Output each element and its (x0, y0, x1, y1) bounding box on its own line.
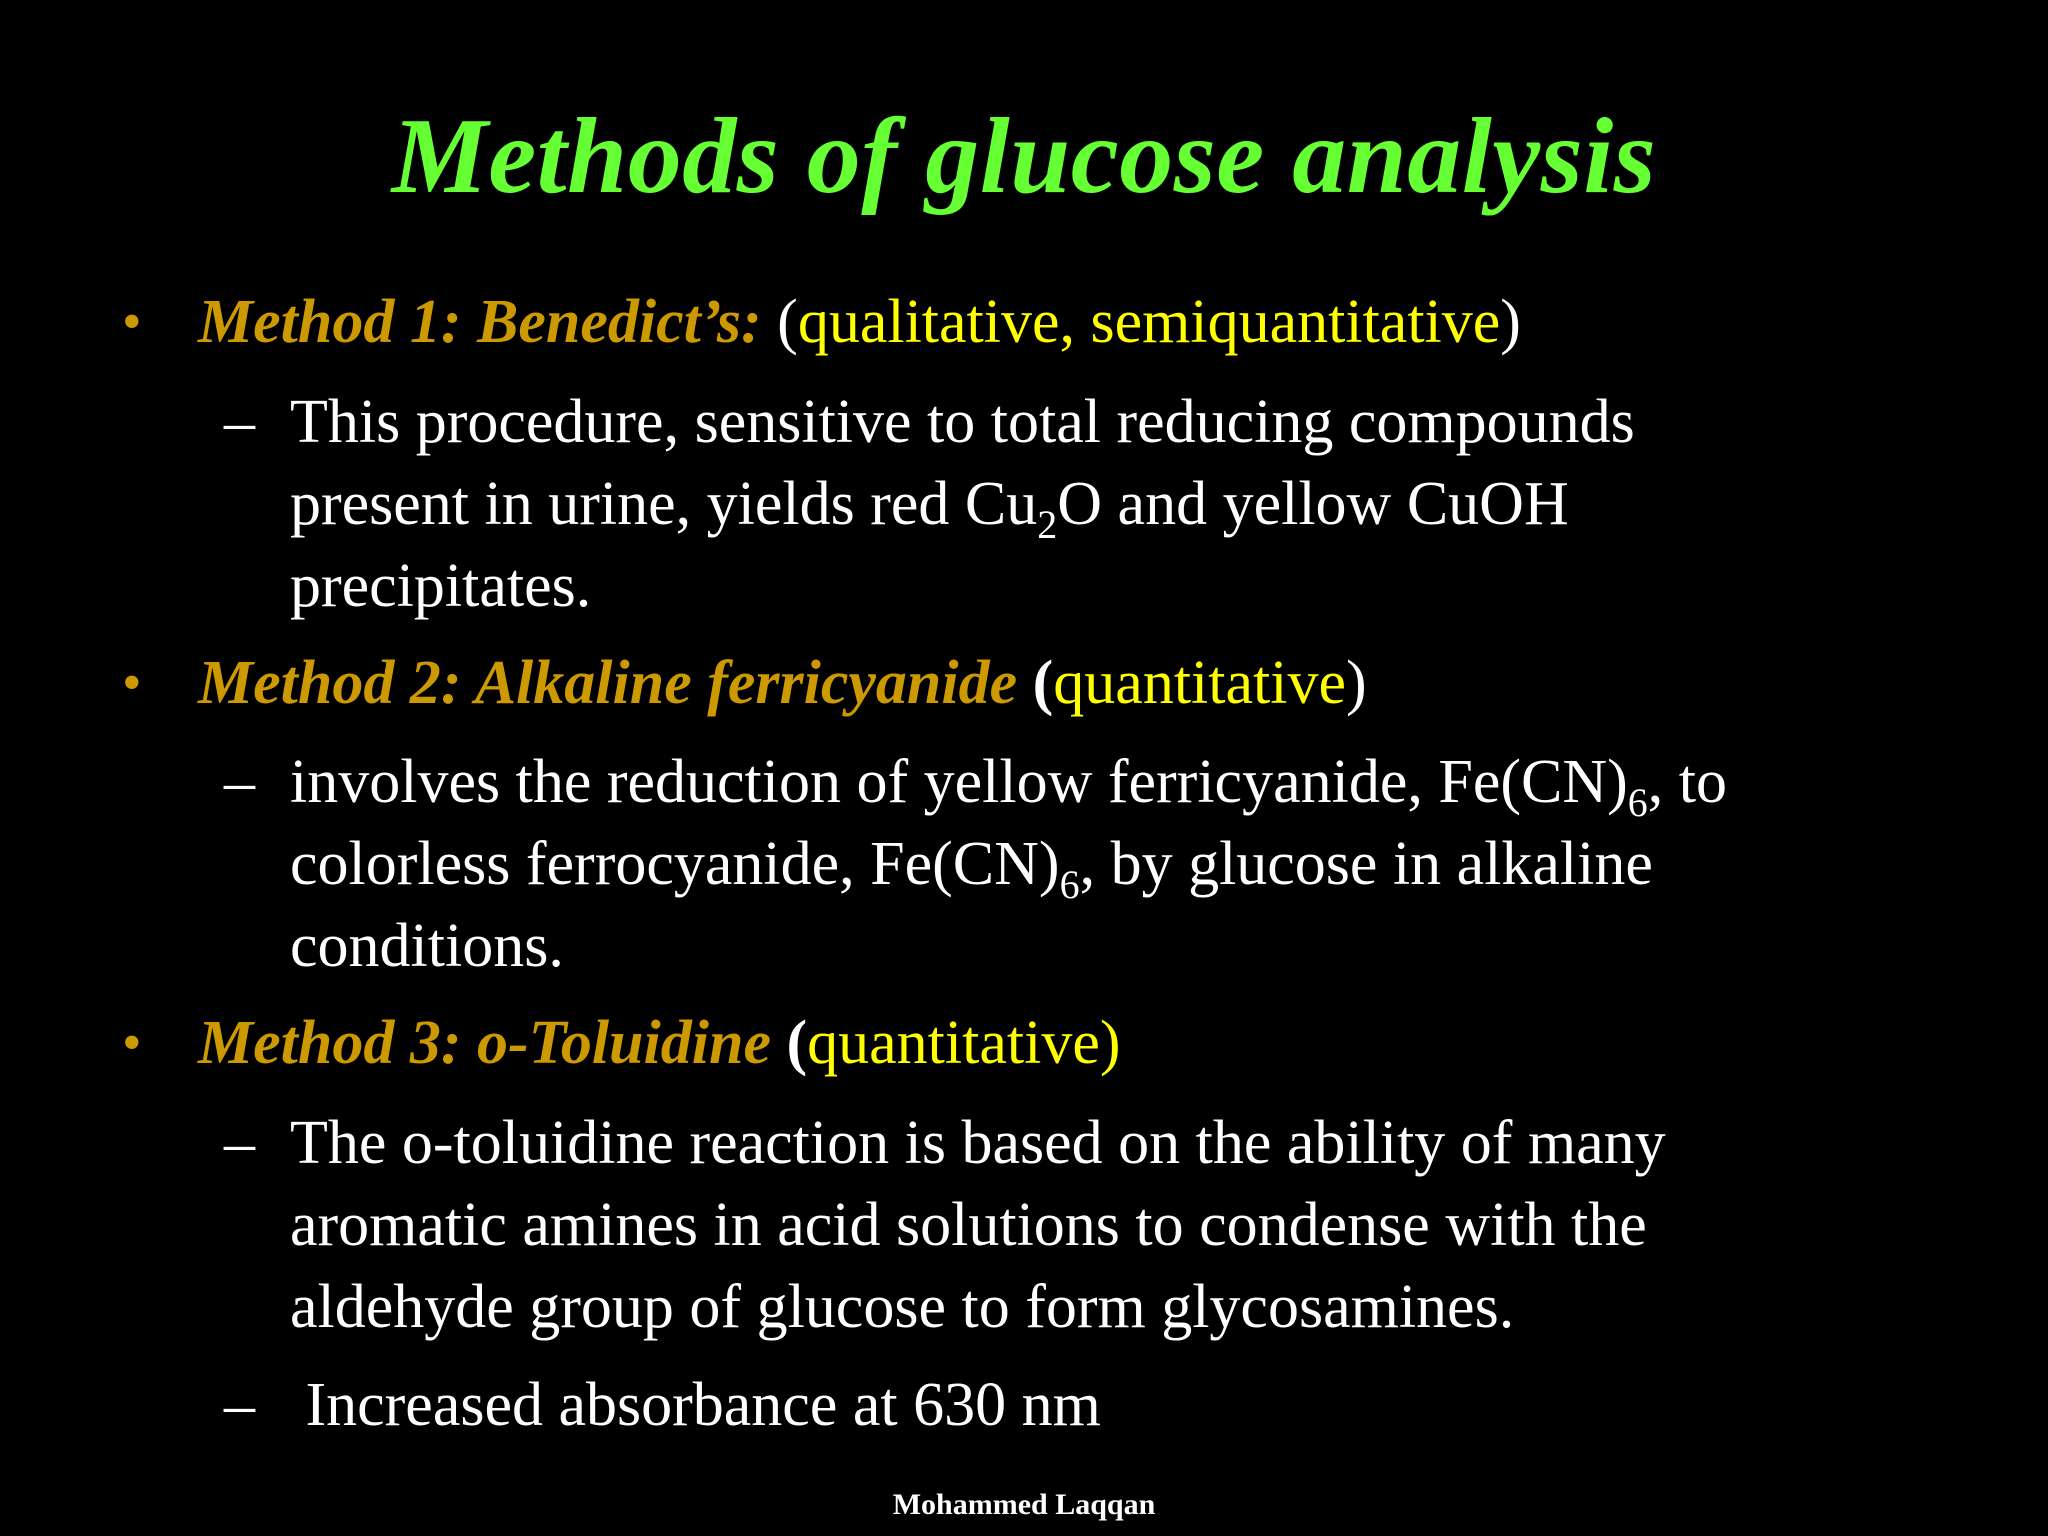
bullet-icon: • (122, 1012, 142, 1074)
dash-icon: – (224, 1371, 255, 1439)
paren-close: ) (1500, 288, 1521, 356)
dash-icon: – (224, 388, 255, 456)
method-2-name: Method 2: Alkaline ferricyanide (198, 649, 1018, 717)
slide-title: Methods of glucose analysis (391, 97, 1657, 216)
bullet-text (198, 1003, 1121, 1083)
method-1-qualifier: qualitative, semiquantitative (797, 288, 1501, 356)
dash-icon: – (224, 748, 255, 816)
method-3-name: Method 3: o-Toluidine (198, 1009, 771, 1077)
detail-line: precipitates. (290, 552, 592, 620)
bullet-text (198, 643, 1367, 723)
detail-line: conditions. (290, 912, 564, 980)
detail-text: involves the reduction of yellow ferricyanide, Fe(CN) (290, 748, 1628, 816)
detail-text: , by glucose in alkaline (1079, 830, 1653, 898)
detail-line (290, 741, 1727, 823)
footer-author: Mohammed Laqqan (892, 1488, 1156, 1521)
method-1-detail-text (290, 381, 1635, 627)
detail-text: colorless ferrocyanide, Fe(CN) (290, 830, 1060, 898)
method-2-detail-text (290, 741, 1727, 987)
subscript: 6 (1059, 862, 1080, 907)
detail-text: O and yellow CuOH (1057, 470, 1569, 538)
detail-line: The o-toluidine reaction is based on the ability of many (290, 1109, 1666, 1177)
bullet-text (198, 282, 1521, 362)
method-3-detail-text (290, 1102, 1666, 1348)
subscript: 2 (1037, 502, 1058, 547)
detail-line: This procedure, sensitive to total reducing compounds (290, 388, 1635, 456)
paren-open: ( (786, 1009, 808, 1077)
method-3-qualifier: quantitative) (807, 1009, 1121, 1077)
paren-open: ( (1032, 649, 1054, 717)
method-1-name: Method 1: Benedict’s: (198, 288, 762, 356)
dash-icon: – (224, 1109, 255, 1177)
detail-text: , to (1647, 748, 1727, 816)
method-2-qualifier: quantitative (1053, 649, 1346, 717)
detail-line: Increased absorbance at 630 nm (290, 1371, 1101, 1439)
bullet-icon: • (122, 652, 142, 714)
paren-close: ) (1345, 649, 1367, 717)
detail-line: aldehyde group of glucose to form glycosamines. (290, 1273, 1515, 1341)
detail-text: present in urine, yields red Cu (290, 470, 1038, 538)
subscript: 6 (1627, 780, 1648, 825)
detail-line: aromatic amines in acid solutions to condense with the (290, 1191, 1647, 1259)
paren-open: ( (777, 288, 798, 356)
detail-line (290, 463, 1635, 545)
detail-line (290, 823, 1727, 905)
bullet-icon: • (122, 291, 142, 353)
method-3-detail-2-text (290, 1364, 1101, 1446)
